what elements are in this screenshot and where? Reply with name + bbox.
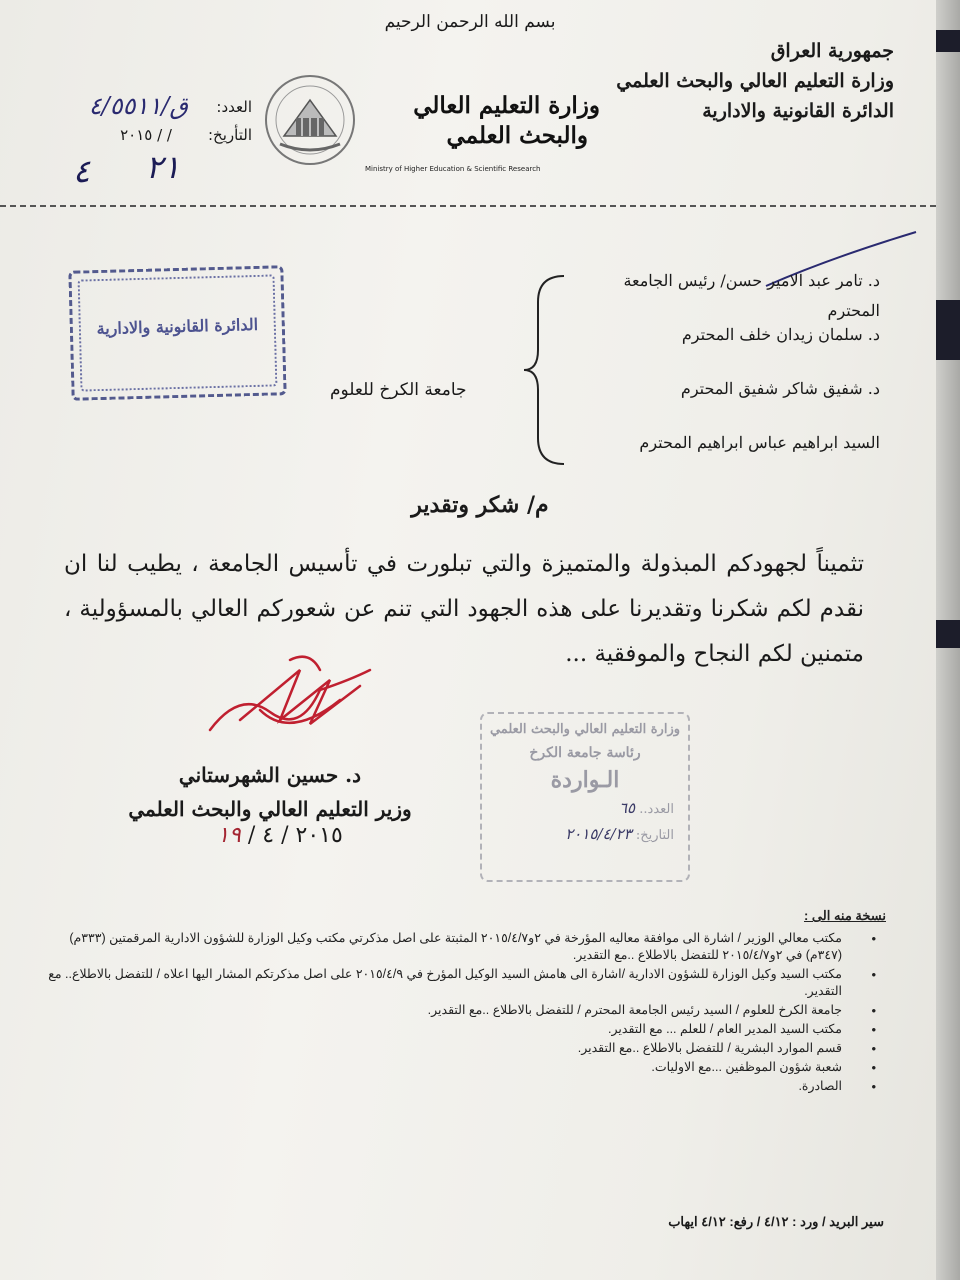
handwritten-date <box>40 148 200 198</box>
list-item: • مكتب السيد وكيل الوزارة للشؤون الادارية /اشارة الى هامش السيد الوكيل المؤرخ في ٢٠١٥/٤/٩ على اصل مذكرتكم المشار اليها اعلاه / للتفضل بالاطلاع.. مع التقدير. <box>36 966 886 1000</box>
hw-month: ٤ <box>72 152 90 190</box>
page-edge <box>936 0 960 1280</box>
recipients-list <box>570 266 880 482</box>
received-stamp-number <box>482 799 688 817</box>
ministry-emblem-icon <box>250 70 370 170</box>
letterhead-ministry: وزارة التعليم العالي والبحث العلمي <box>616 70 894 92</box>
binder-tab <box>936 300 960 360</box>
signature-date-day: ١٩ <box>217 823 241 848</box>
list-item: • مكتب السيد المدير العام / للعلم ... مع التقدير. <box>36 1021 886 1038</box>
received-date-label: التاريخ: <box>635 828 674 843</box>
copies-title: نسخة منه الى : <box>803 908 886 923</box>
logo-text-line2: والبحث العلمي <box>446 122 588 149</box>
hw-day: ٢١ <box>145 148 180 186</box>
recipient-2: د. سلمان زيدان خلف المحترم <box>681 325 880 344</box>
letterhead-right <box>574 36 894 126</box>
received-number-label: العدد.. <box>639 802 674 817</box>
letterhead-country: جمهورية العراق <box>770 40 894 62</box>
copies-list <box>36 930 886 1095</box>
reference-block <box>22 92 252 148</box>
received-date-value: ٢٠١٥/٤/٢٣ <box>565 825 632 843</box>
ministry-logo <box>250 70 600 182</box>
logo-english-text: Ministry of Higher Education & Scientific Research <box>365 165 541 173</box>
signer-block <box>110 758 430 826</box>
signer-name: د. حسين الشهرستاني <box>178 763 362 787</box>
ref-number-label: العدد: <box>216 98 252 116</box>
university-name: جامعة الكرخ للعلوم <box>330 380 467 400</box>
signature-date <box>170 823 390 848</box>
department-stamp <box>68 265 286 401</box>
received-stamp-date <box>482 825 688 843</box>
basmala: بسم الله الرحمن الرحيم <box>384 12 556 32</box>
ref-date-row <box>22 120 252 148</box>
received-stamp-university: رئاسة جامعة الكرخ <box>529 745 641 761</box>
recipient-1: د. تامر عبد الامير حسن/ رئيس الجامعة المحترم <box>623 271 880 320</box>
ref-number-row <box>22 92 252 120</box>
letterhead-department: الدائرة القانونية والادارية <box>702 100 894 122</box>
logo-text-line1: وزارة التعليم العالي <box>413 92 600 119</box>
recipient-4: السيد ابراهيم عباس ابراهيم المحترم <box>639 433 880 452</box>
signer-title: وزير التعليم العالي والبحث العلمي <box>128 797 412 821</box>
ref-date-value: / / ٢٠١٥ <box>120 126 172 144</box>
received-stamp-ministry: وزارة التعليم العالي والبحث العلمي <box>489 722 681 737</box>
ref-number-value: ق/٤/٥٥١١ <box>88 92 188 120</box>
list-item: • شعبة شؤون الموظفين ...مع الاوليات. <box>36 1059 886 1076</box>
received-stamp <box>480 712 690 882</box>
binder-tab <box>936 620 960 648</box>
header-divider <box>0 205 936 207</box>
ref-date-label: التأريخ: <box>208 126 252 144</box>
recipient-3: د. شفيق شاكر شفيق المحترم <box>680 379 880 398</box>
signature-date-rest: ٢٠١٥ / ٤ / <box>247 823 343 848</box>
curly-brace-icon <box>520 272 570 468</box>
binder-tab <box>936 30 960 52</box>
list-item: • مكتب معالي الوزير / اشارة الى موافقة معاليه المؤرخة في ٢و٢٠١٥/٤/٧ المثبتة على اصل مذكرتي مكتب وكيل الوزارة للشؤون الادارية المرقمتين (٣٣٣م)(٣٤٧م) في ٢و٢٠١٥/٤/٧ للتفضل بالاطلاع ..مع التقدير. <box>36 930 886 964</box>
letter-subject: م/ شكر وتقدير <box>411 492 549 518</box>
list-item: • قسم الموارد البشرية / للتفضل بالاطلاع ..مع التقدير. <box>36 1040 886 1057</box>
signature-icon <box>200 650 380 750</box>
received-number-value: ٦٥ <box>619 799 636 817</box>
stamp-text: الدائرة القانونية والادارية <box>96 314 259 339</box>
copies-section <box>36 908 886 1097</box>
list-item: • جامعة الكرخ للعلوم / السيد رئيس الجامعة المحترم / للتفضل بالاطلاع ..مع التقدير. <box>36 1002 886 1019</box>
letter-body: تثميناً لجهودكم المبذولة والمتميزة والتي تبلورت في تأسيس الجامعة ، يطيب لنا ان نقدم لكم شكرنا وتقديرنا على هذه الجهود التي تنم عن شعوركم العالي بالمسؤولية ، متمنين لكم النجاح والموفقية ... <box>64 551 864 667</box>
received-stamp-heading: الـواردة <box>550 767 620 793</box>
mail-routing-footer: سير البريد / ورد : ٤/١٢ / رفع: ٤/١٢ ايهاب <box>668 1214 884 1229</box>
list-item: • الصادرة. <box>36 1078 886 1095</box>
